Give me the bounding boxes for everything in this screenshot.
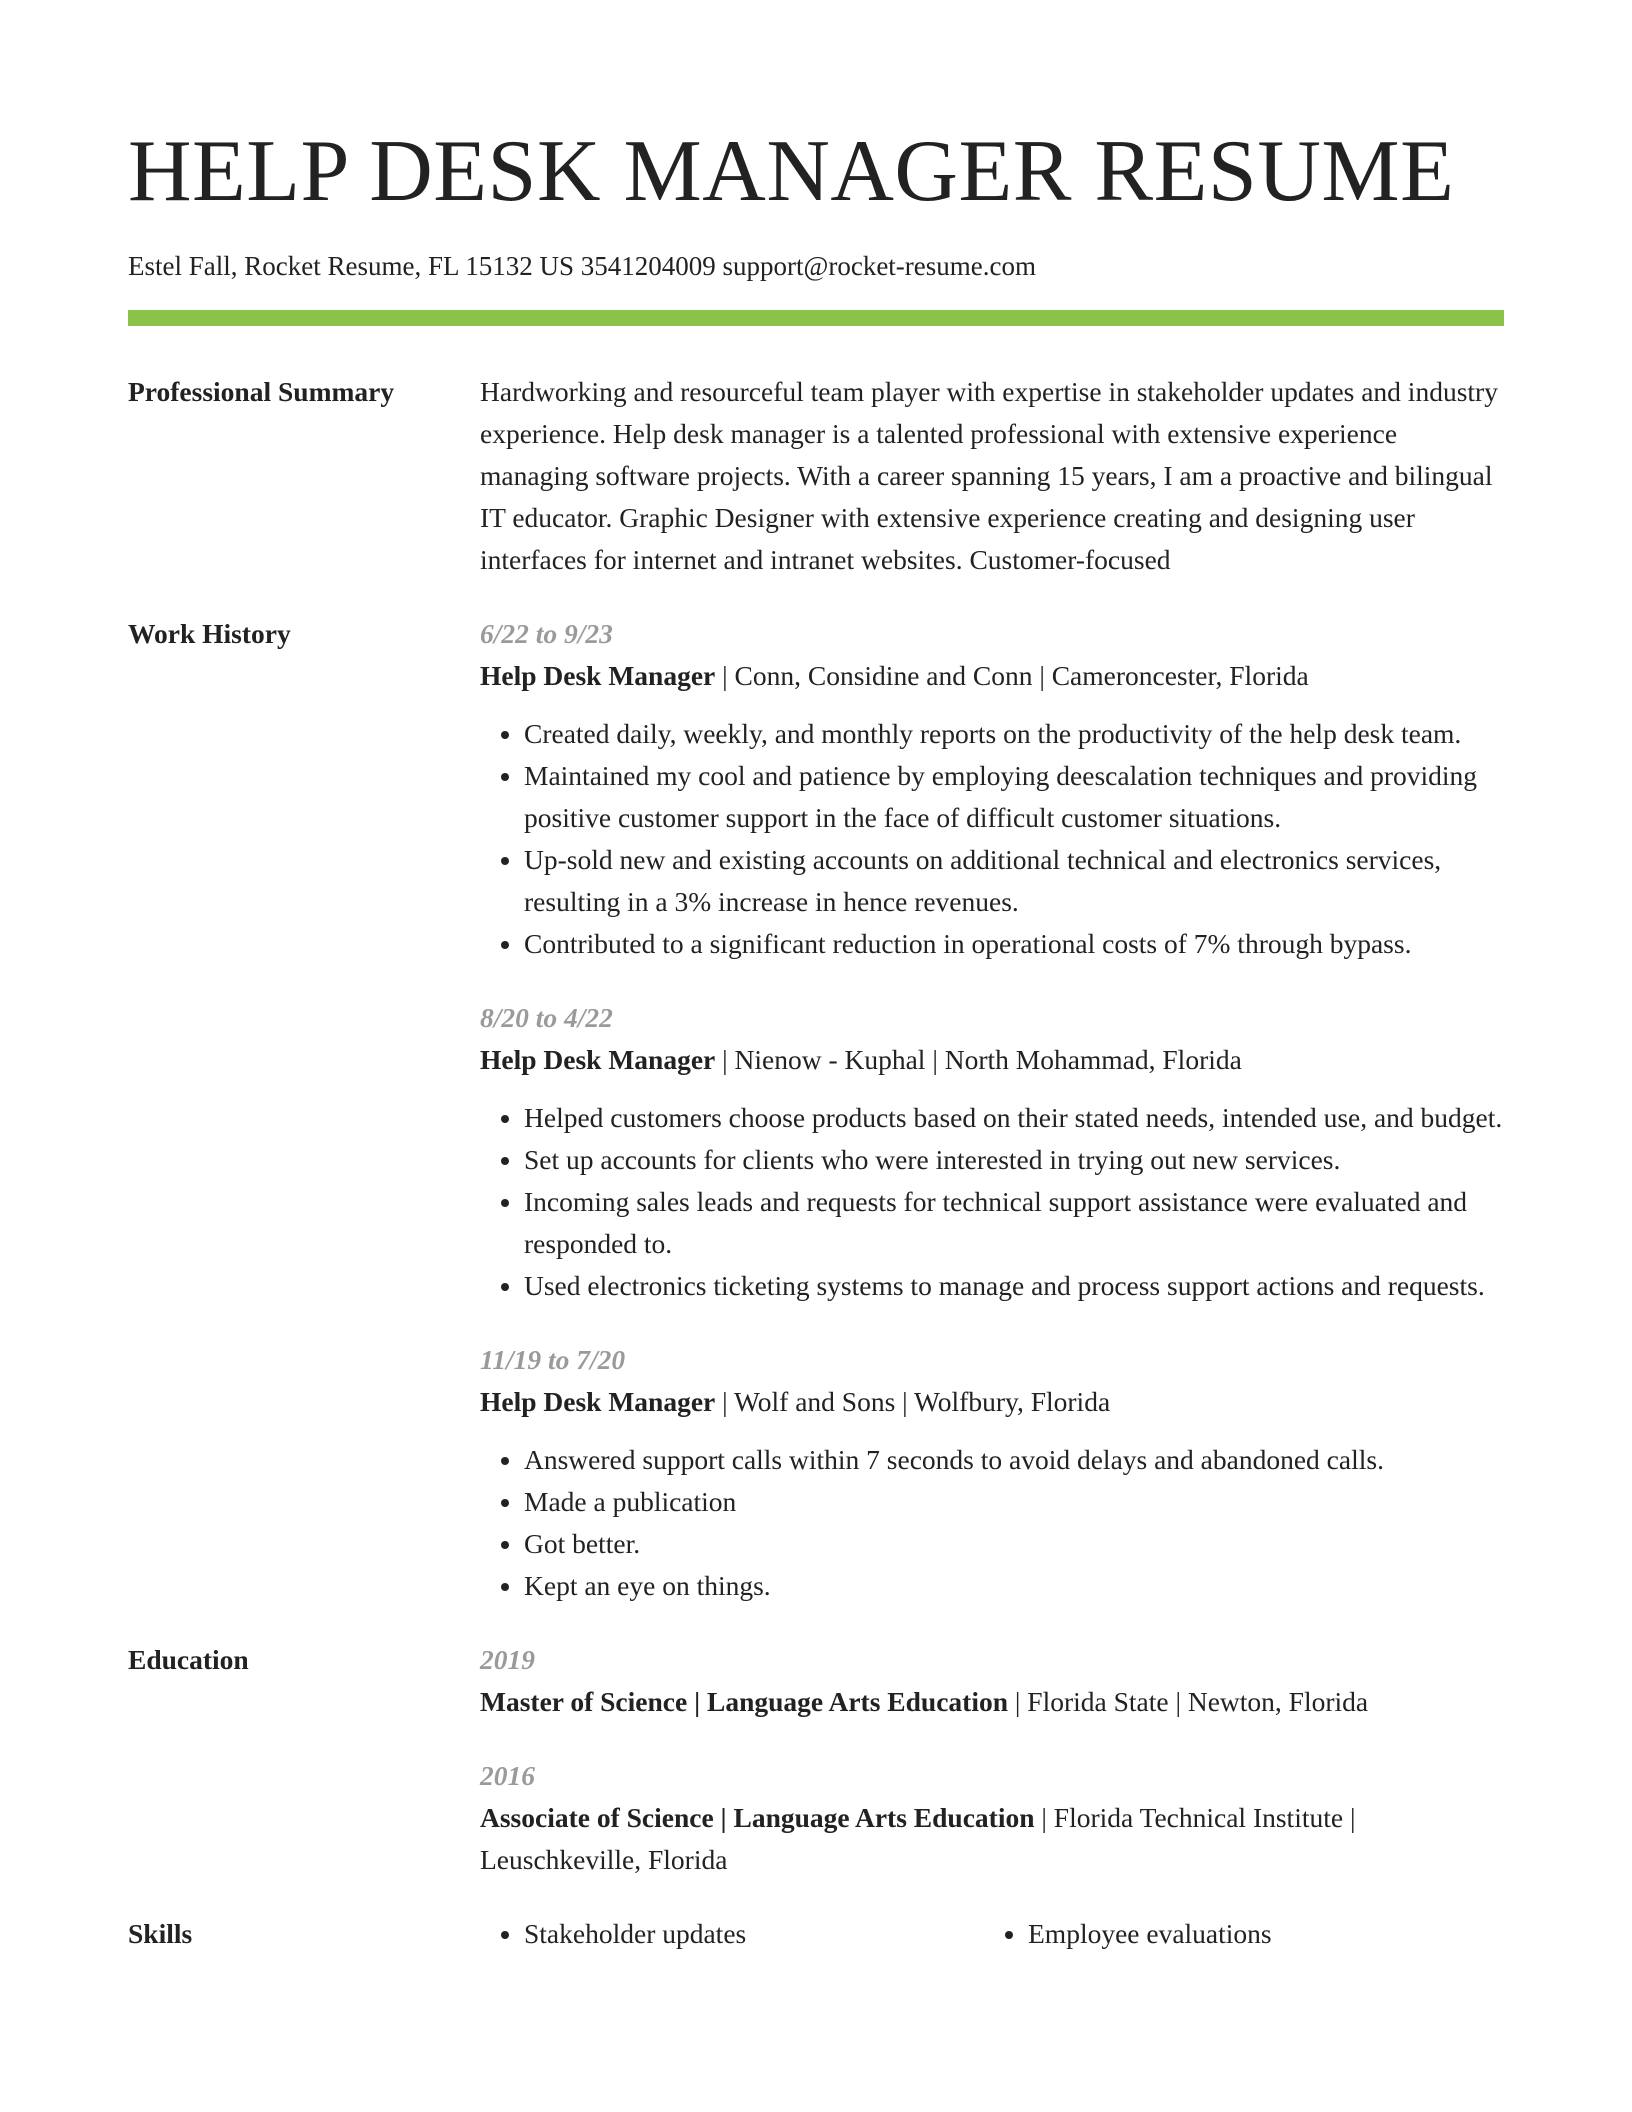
skills-column-right — [984, 1913, 1488, 1955]
job-title: Help Desk Manager — [480, 660, 716, 691]
skills-column-left — [480, 1913, 984, 1955]
skills-section — [128, 1913, 1504, 1955]
job-bullets — [480, 1439, 1504, 1607]
job-bullet: • Got better. — [524, 1523, 1504, 1565]
degree-name: Associate of Science | Language Arts Education — [480, 1802, 1035, 1833]
job-entry — [480, 613, 1504, 965]
job-entry — [480, 997, 1504, 1307]
section-label-work: Work History — [128, 618, 291, 649]
job-bullet: • Maintained my cool and patience by employing deescalation techniques and providing positive customer support in the face of difficult customer situations. — [524, 755, 1504, 839]
education-year: 2016 — [480, 1760, 535, 1791]
education-entry — [480, 1755, 1504, 1881]
skill-item: • Employee evaluations — [1028, 1913, 1488, 1955]
job-dates: 6/22 to 9/23 — [480, 618, 613, 649]
job-dates: 11/19 to 7/20 — [480, 1344, 626, 1375]
skills-grid — [480, 1913, 1504, 1955]
education-year: 2019 — [480, 1644, 535, 1675]
job-employer-location: | Wolf and Sons | Wolfbury, Florida — [715, 1386, 1111, 1417]
job-bullet: • Answered support calls within 7 seconds to avoid delays and abandoned calls. — [524, 1439, 1504, 1481]
job-bullet: • Set up accounts for clients who were interested in trying out new services. — [524, 1139, 1504, 1181]
work-history-section — [128, 613, 1504, 1607]
education-entry — [480, 1639, 1504, 1723]
school-location: | Florida Technical Institute | Leuschkeville, Florida — [480, 1802, 1356, 1875]
job-employer-location: | Nienow - Kuphal | North Mohammad, Florida — [715, 1044, 1242, 1075]
job-bullet: • Helped customers choose products based on their stated needs, intended use, and budget. — [524, 1097, 1504, 1139]
job-heading — [480, 1039, 1504, 1081]
job-title: Help Desk Manager — [480, 1386, 716, 1417]
education-heading — [480, 1797, 1504, 1881]
work-history-list — [480, 613, 1504, 1607]
job-employer-location: | Conn, Considine and Conn | Cameroncester, Florida — [715, 660, 1309, 691]
school-location: | Florida State | Newton, Florida — [1008, 1686, 1369, 1717]
education-section — [128, 1639, 1504, 1881]
accent-rule — [128, 310, 1504, 326]
job-bullets — [480, 713, 1504, 965]
education-heading — [480, 1681, 1504, 1723]
resume-page — [128, 0, 1504, 1955]
contact-line: Estel Fall, Rocket Resume, FL 15132 US 3541204009 support@rocket-resume.com — [128, 251, 1036, 281]
job-entry — [480, 1339, 1504, 1607]
job-heading — [480, 1381, 1504, 1423]
job-bullet: • Kept an eye on things. — [524, 1565, 1504, 1607]
education-list — [480, 1639, 1504, 1881]
job-bullets — [480, 1097, 1504, 1307]
section-label-summary: Professional Summary — [128, 376, 395, 407]
job-bullet: • Contributed to a significant reduction in operational costs of 7% through bypass. — [524, 923, 1504, 965]
summary-text: Hardworking and resourceful team player with expertise in stakeholder updates and industry experience. Help desk manager is a talented professional with extensive experience managing software projects. With a career spanning 15 years, I am a proactive and bilingual IT educator. Graphic Designer with extensive experience creating and designing user interfaces for internet and intranet websites. Customer-focused — [480, 376, 1498, 575]
summary-section — [128, 371, 1504, 581]
job-bullet: • Made a publication — [524, 1481, 1504, 1523]
job-bullet: • Used electronics ticketing systems to manage and process support actions and requests. — [524, 1265, 1504, 1307]
job-title: Help Desk Manager — [480, 1044, 716, 1075]
skill-item: • Stakeholder updates — [524, 1913, 984, 1955]
job-bullet: • Created daily, weekly, and monthly reports on the productivity of the help desk team. — [524, 713, 1504, 755]
job-heading — [480, 655, 1504, 697]
job-bullet: • Up-sold new and existing accounts on additional technical and electronics services, resulting in a 3% increase in hence revenues. — [524, 839, 1504, 923]
job-bullet: • Incoming sales leads and requests for technical support assistance were evaluated and responded to. — [524, 1181, 1504, 1265]
degree-name: Master of Science | Language Arts Education — [480, 1686, 1009, 1717]
section-label-education: Education — [128, 1644, 249, 1675]
section-label-skills: Skills — [128, 1918, 193, 1949]
job-dates: 8/20 to 4/22 — [480, 1002, 613, 1033]
resume-title: HELP DESK MANAGER RESUME — [128, 123, 1455, 220]
